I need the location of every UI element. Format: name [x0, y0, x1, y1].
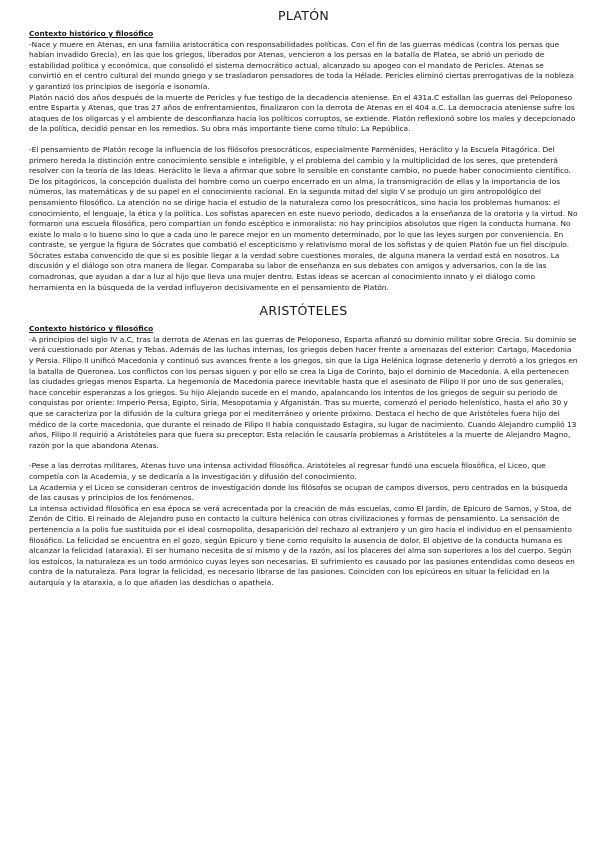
paragraph-gap	[29, 135, 578, 145]
paragraph: -Pese a las derrotas militares, Atenas tuvo una intensa actividad filosófica. Aristóteles al regresar fundó una escuela filosófica, el Liceo, que competía con la Academia, y se dedicaría a la investigación y difusión del conocimiento.	[29, 461, 546, 481]
paragraph: -A principios del siglo IV a.C, tras la derrota de Atenas en las guerras de Peloponeso, Esparta afianzó su dominio militar sobre Grecia. Su dominio se verá cuestionado por Atenas y Tebas. Además de las luchas internas, los griegos deben hacer frente a amenazas del exterior: Cartago, Macedonia y Persia. Filipo II unificó Macedonia y continuó sus avances frente a los griegos, sin que la Liga Helénica lograse detenerlo y derrotó a los griegos en la batalla de Queronea. Los conflictos con los persas siguen y por ello se crea la Liga de Corinto, bajo el dominio de Macedonia. A ella pertenecen las ciudades griegas menos Esparta. La hegemonía de Macedonia parece inevitable hasta que el asesinato de Filipo II por uno de sus generales, hace concebir esperanzas a los griegos. Su hijo Alejando sucede en el mando, apalancando los intentos de los griegos de seguir su periodo de conquistas por oriente: Imperio Persa, Egipto, Siria, Mesopotamia y Afganistán. Tras su muerte, comenzó el periodo helenístico, hasta el año 30 y que se caracteriza por la difusión de la cultura griega por el mediterráneo y oriente próximo. Destaca el hecho de que Aristóteles fuera hijo del médico de la corte macedonia, que durante el reinado de Filipo II había conquistado Estagira, su lugar de nacimiento. Cuando Alejandro cumplió 13 años, Filipo II requirió a Aristóteles para que fuera su preceptor. Esta relación le causaría problemas a Aristóteles a la muerte de Alejandro Magno, razón por la que abandona Atenas.	[29, 334, 578, 450]
paragraph: Platón nació dos años después de la muerte de Pericles y fue testigo de la decadencia ateniense. En el 431a.C estallan las guerras del Peloponeso entre Esparta y Atenas, que tras 27 años de enfrentamientos, finalizaron con la derrota de Atenas en el 404 a.C. La democracia ateniense sufre los ataques de los oligarcas y el ambiente de desconfianza hacia los políticos corruptos, se extiende. Platón reflexionó sobre los males y decepcionado de la política, decidió pensar en los remedios. Su obra más importante tiene como título: La República.	[29, 92, 576, 134]
paragraph: La Academia y el Liceo se consideran centros de investigación donde los filósofos se ocupan de campos diversos, pero centrados en la búsqueda de las causas y principios de los fenómenos.	[29, 482, 568, 503]
paragraph: -Nace y muere en Atenas, en una familia aristocrática con responsabilidades políticas. Con el fin de las guerras médicas (contra los persas que habían invadido Grecia), en las que los griegos, liberados por Atenas, vencieron a los persas en la batalla de Platea, se abrió un periodo de estabilidad política y económica, que consolidó el sistema democrático actual, alcanzado su apogeo con el mandato de Pericles. Atenas se convirtió en el centro cultural del mundo griego y se trasladaron pensadores de toda la Hélade. Pericles eliminó ciertas prerrogativas de la nobleza y garantizó los principios de isegoría e isonomía.	[29, 39, 574, 91]
subheading-context-aristoteles: Contexto histórico y filosófico	[29, 324, 154, 334]
paragraph: La intensa actividad filosófica en esa época se verá acrecentada por la creación de más escuelas, como El Jardín, de Epicuro de Samos, y Stoa, de Zenón de Citio. El reinado de Alejandro puso en contacto la cultura helénica con otras civilizaciones y formas de pensamiento. La sensación de pertenencia a la polis fue sustituida por el ideal cosmopolita, desaparición del rechazo al extranjero y un giro hacia el individuo en el pensamiento filosófico. La felicidad se encuentra en el gozo, según Epicuro y tiene como requisito la ausencia de dolor. El objetivo de la conducta humana es alcanzar la felicidad (ataraxia). El ser humano necesita de sí mismo y de la razón, así los placeres del alma son superiores a los del cuerpo. Según los estoicos, la naturaleza es un todo armónico cuyas leyes son necesarias. El sufrimiento es causado por las pasiones entendidas como deseos en contra de la naturaleza. Para lograr la felicidad, es necesario librarse de las pasiones. Coinciden con los epicúreos en situar la felicidad en la autarquía y la ataraxia, a lo que añaden las desdichas o apatheia.	[29, 503, 575, 587]
section-title-platon: PLATÓN	[278, 8, 329, 23]
paragraph-gap	[29, 451, 578, 461]
section-title-aristoteles: ARISTÓTELES	[259, 303, 348, 319]
subheading-context-platon: Contexto histórico y filosófico	[29, 29, 154, 38]
paragraph: -El pensamiento de Platón recoge la influencia de los filósofos presocráticos, especialmente Parménides, Heráclito y la Escuela Pitagórica. Del primero hereda la distinción entre conocimiento sensible e inteligible, y el problema del cambio y la multiplicidad de los seres, que pretenderá resolver con la teoría de las Ideas. Heráclito le lleva a afirmar que sobre lo sensible en constante cambio, no puede haber conocimiento científico. De los pitagóricos, la concepción dualista del hombre como un cuerpo encerrado en un alma, la transmigración de ellas y la importancia de los números, las matemáticas y de su papel en el conocimiento racional. En la segunda mitad del siglo V se produjo un giro antropológico del pensamiento filosófico. La atención no se dirige hacia el estudio de la naturaleza como los presocráticos, sino hacia los problemas humanos: el conocimiento, el lenguaje, la ética y la política. Los sofistas aparecen en este nuevo periodo, dedicados a la enseñanza de la oratoria y la virtud. No formaron una escuela filosófica, pero compartían un fondo escéptico e inmoralista: no hay principios absolutos que rigen la conducta humana. No existe lo malo o lo bueno sino lo que a cada uno le parece mejor en un momento determinado, por lo que las leyes surgen por conveniencia. En contraste, se yergue la figura de Sócrates que combatió el escepticismo y relativismo moral de los sofistas y de quien Platón fue un fiel discípulo. Sócrates estaba convencido de que si es posible llegar a la verdad sobre cuestiones morales, de alguna manera la verdad está en nosotros. La discusión y el diálogo son otra manera de llegar. Comparaba su labor de enseñanza en sus debates con amigos y adversarios, con la de las comadronas, que ayudan a dar a luz al hijo que lleva una mujer dentro. Estas ideas se acercan al conocimiento innato y el diálogo como herramienta en la búsqueda de la verdad influyeron decisivamente en el pensamiento de Platón.	[29, 144, 578, 292]
